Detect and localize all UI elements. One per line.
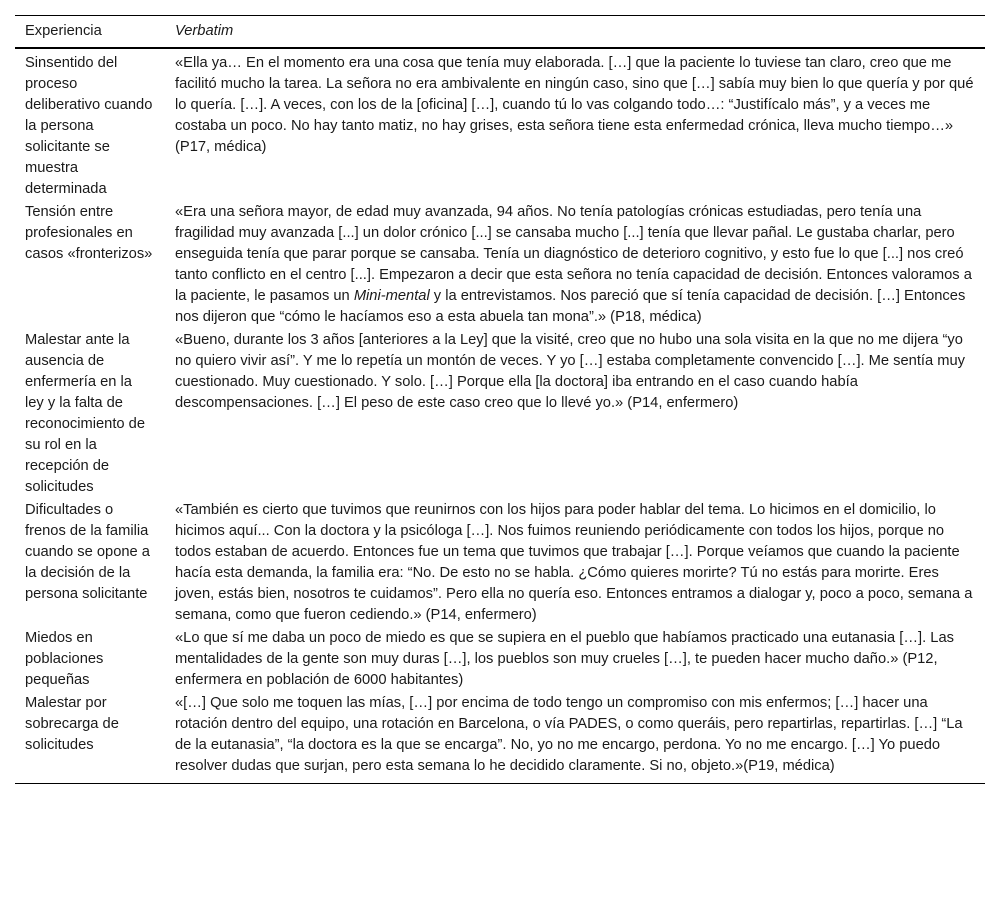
verbatim-text-part: y la entrevistamos. Nos pareció que sí tenía capacidad de decisión. […] Entonces nos dijeron que “cómo le hacíamos eso a esta abuela tan mona”.» (P18, médica) (175, 288, 966, 325)
experience-cell: Miedos en poblaciones pequeñas (25, 630, 104, 688)
table-header (15, 16, 985, 49)
experience-cell: Dificultades o frenos de la familia cuando se opone a la decisión de la persona solicitante (25, 502, 150, 602)
verbatim-cell: «Lo que sí me daba un poco de miedo es que se supiera en el pueblo que habíamos practicado una eutanasia […]. Las mentalidades de la gente son muy duras […], los pueblos son muy crueles […], te pueden hacer mucho daño.» (P12, enfermera en población de 6000 habitantes) (175, 630, 954, 688)
experience-cell: Malestar por sobrecarga de solicitudes (25, 695, 119, 753)
header-verbatim: Verbatim (175, 23, 234, 39)
table-row (15, 201, 985, 329)
table-container (15, 15, 985, 784)
verbatim-text-part: «Era una señora mayor, de edad muy avanzada, 94 años. No tenía patologías crónicas estudiadas, pero tenía una fragilidad muy avanzada [...] un dolor crónico [...] se cansaba mucho [...] tenía que llevar pañal. Le gustaba charlar, pero enseguida tenía que parar porque se cansaba. Tenía un diagnóstico de deterioro cognitivo, y esto fue lo que [...] nos creó tanto conflicto en el centro [...]. Empezaron a decir que esta señora no tenía capacidad de decisión. Entonces valoramos a la paciente, le pasamos un (175, 204, 972, 304)
table-row (15, 499, 985, 627)
verbatim-emphasis: Mini-mental (353, 288, 430, 304)
experience-cell: Sinsentido del proceso deliberativo cuando la persona solicitante se muestra determinada (25, 55, 153, 197)
experience-cell: Malestar ante la ausencia de enfermería en la ley y la falta de reconocimiento de su rol en la recepción de solicitudes (25, 332, 146, 495)
verbatim-cell: «Bueno, durante los 3 años [anteriores a la Ley] que la visité, creo que no hubo una sola visita en la que no me dijera “yo no quiero vivir así”. Y me lo repetía un montón de veces. Y yo […] estaba completamente convencido […]. Me sentía muy cuestionado. Muy cuestionado. Y solo. […] Porque ella [la doctora] iba entrando en el caso cuando había descompensaciones. […] El peso de este caso creo que lo llevé yo.» (P14, enfermero) (175, 332, 966, 411)
verbatim-cell: «Ella ya… En el momento era una cosa que tenía muy elaborada. […] que la paciente lo tuviese tan claro, creo que me facilitó mucho la tarea. La señora no era ambivalente en ningún caso, sino que […] sabía muy bien lo que quería y por qué lo quería. […]. A veces, con los de la [oficina] […], cuando tú lo vas colgando todo…: “Justifícalo más”, y a veces me costaba un poco. No hay tanto matiz, no hay grises, esta señora tiene esta enfermedad crónica, lleva mucho tiempo…» (P17, médica) (175, 55, 974, 155)
verbatim-cell: «También es cierto que tuvimos que reunirnos con los hijos para poder hablar del tema. Lo hicimos en el domicilio, lo hicimos aquí... Con la doctora y la psicóloga […]. Nos fuimos reuniendo periódicamente con todos los hijos, porque no todos estaban de acuerdo. Entonces fue un tema que tuvimos que trabajar […]. Porque veíamos que cuando la paciente hacía esta demanda, la familia era: “No. De esto no se habla. ¿Cómo quieres morirte? Tú no estás para morirte. Eres joven, estás bien, nosotros te cuidamos”. Pero ella no quería eso. Entonces entramos a dialogar y, poco a poco, semana a semana, como que fueron cediendo.» (P14, enfermero) (175, 502, 973, 623)
table-row (15, 692, 985, 784)
table-row (15, 627, 985, 692)
header-experience: Experiencia (25, 23, 102, 39)
table-row (15, 329, 985, 499)
experience-verbatim-table (15, 15, 985, 784)
table-row (15, 48, 985, 201)
experience-cell: Tensión entre profesionales en casos «fronterizos» (25, 204, 153, 262)
table-body (15, 48, 985, 784)
verbatim-cell (165, 201, 985, 329)
verbatim-cell: «[…] Que solo me toquen las mías, […] por encima de todo tengo un compromiso con mis enfermos; […] hacer una rotación dentro del equipo, una rotación en Barcelona, o vía PADES, o como queráis, pero repartirlas, repartirlas. […] “La de la eutanasia”, “la doctora es la que se encarga”. No, yo no me encargo, perdona. Yo no me encargo. […] Yo puedo resolver dudas que surjan, pero esta semana lo he decidido claramente. Si no, objeto.»(P19, médica) (175, 695, 963, 774)
header-row (15, 16, 985, 49)
